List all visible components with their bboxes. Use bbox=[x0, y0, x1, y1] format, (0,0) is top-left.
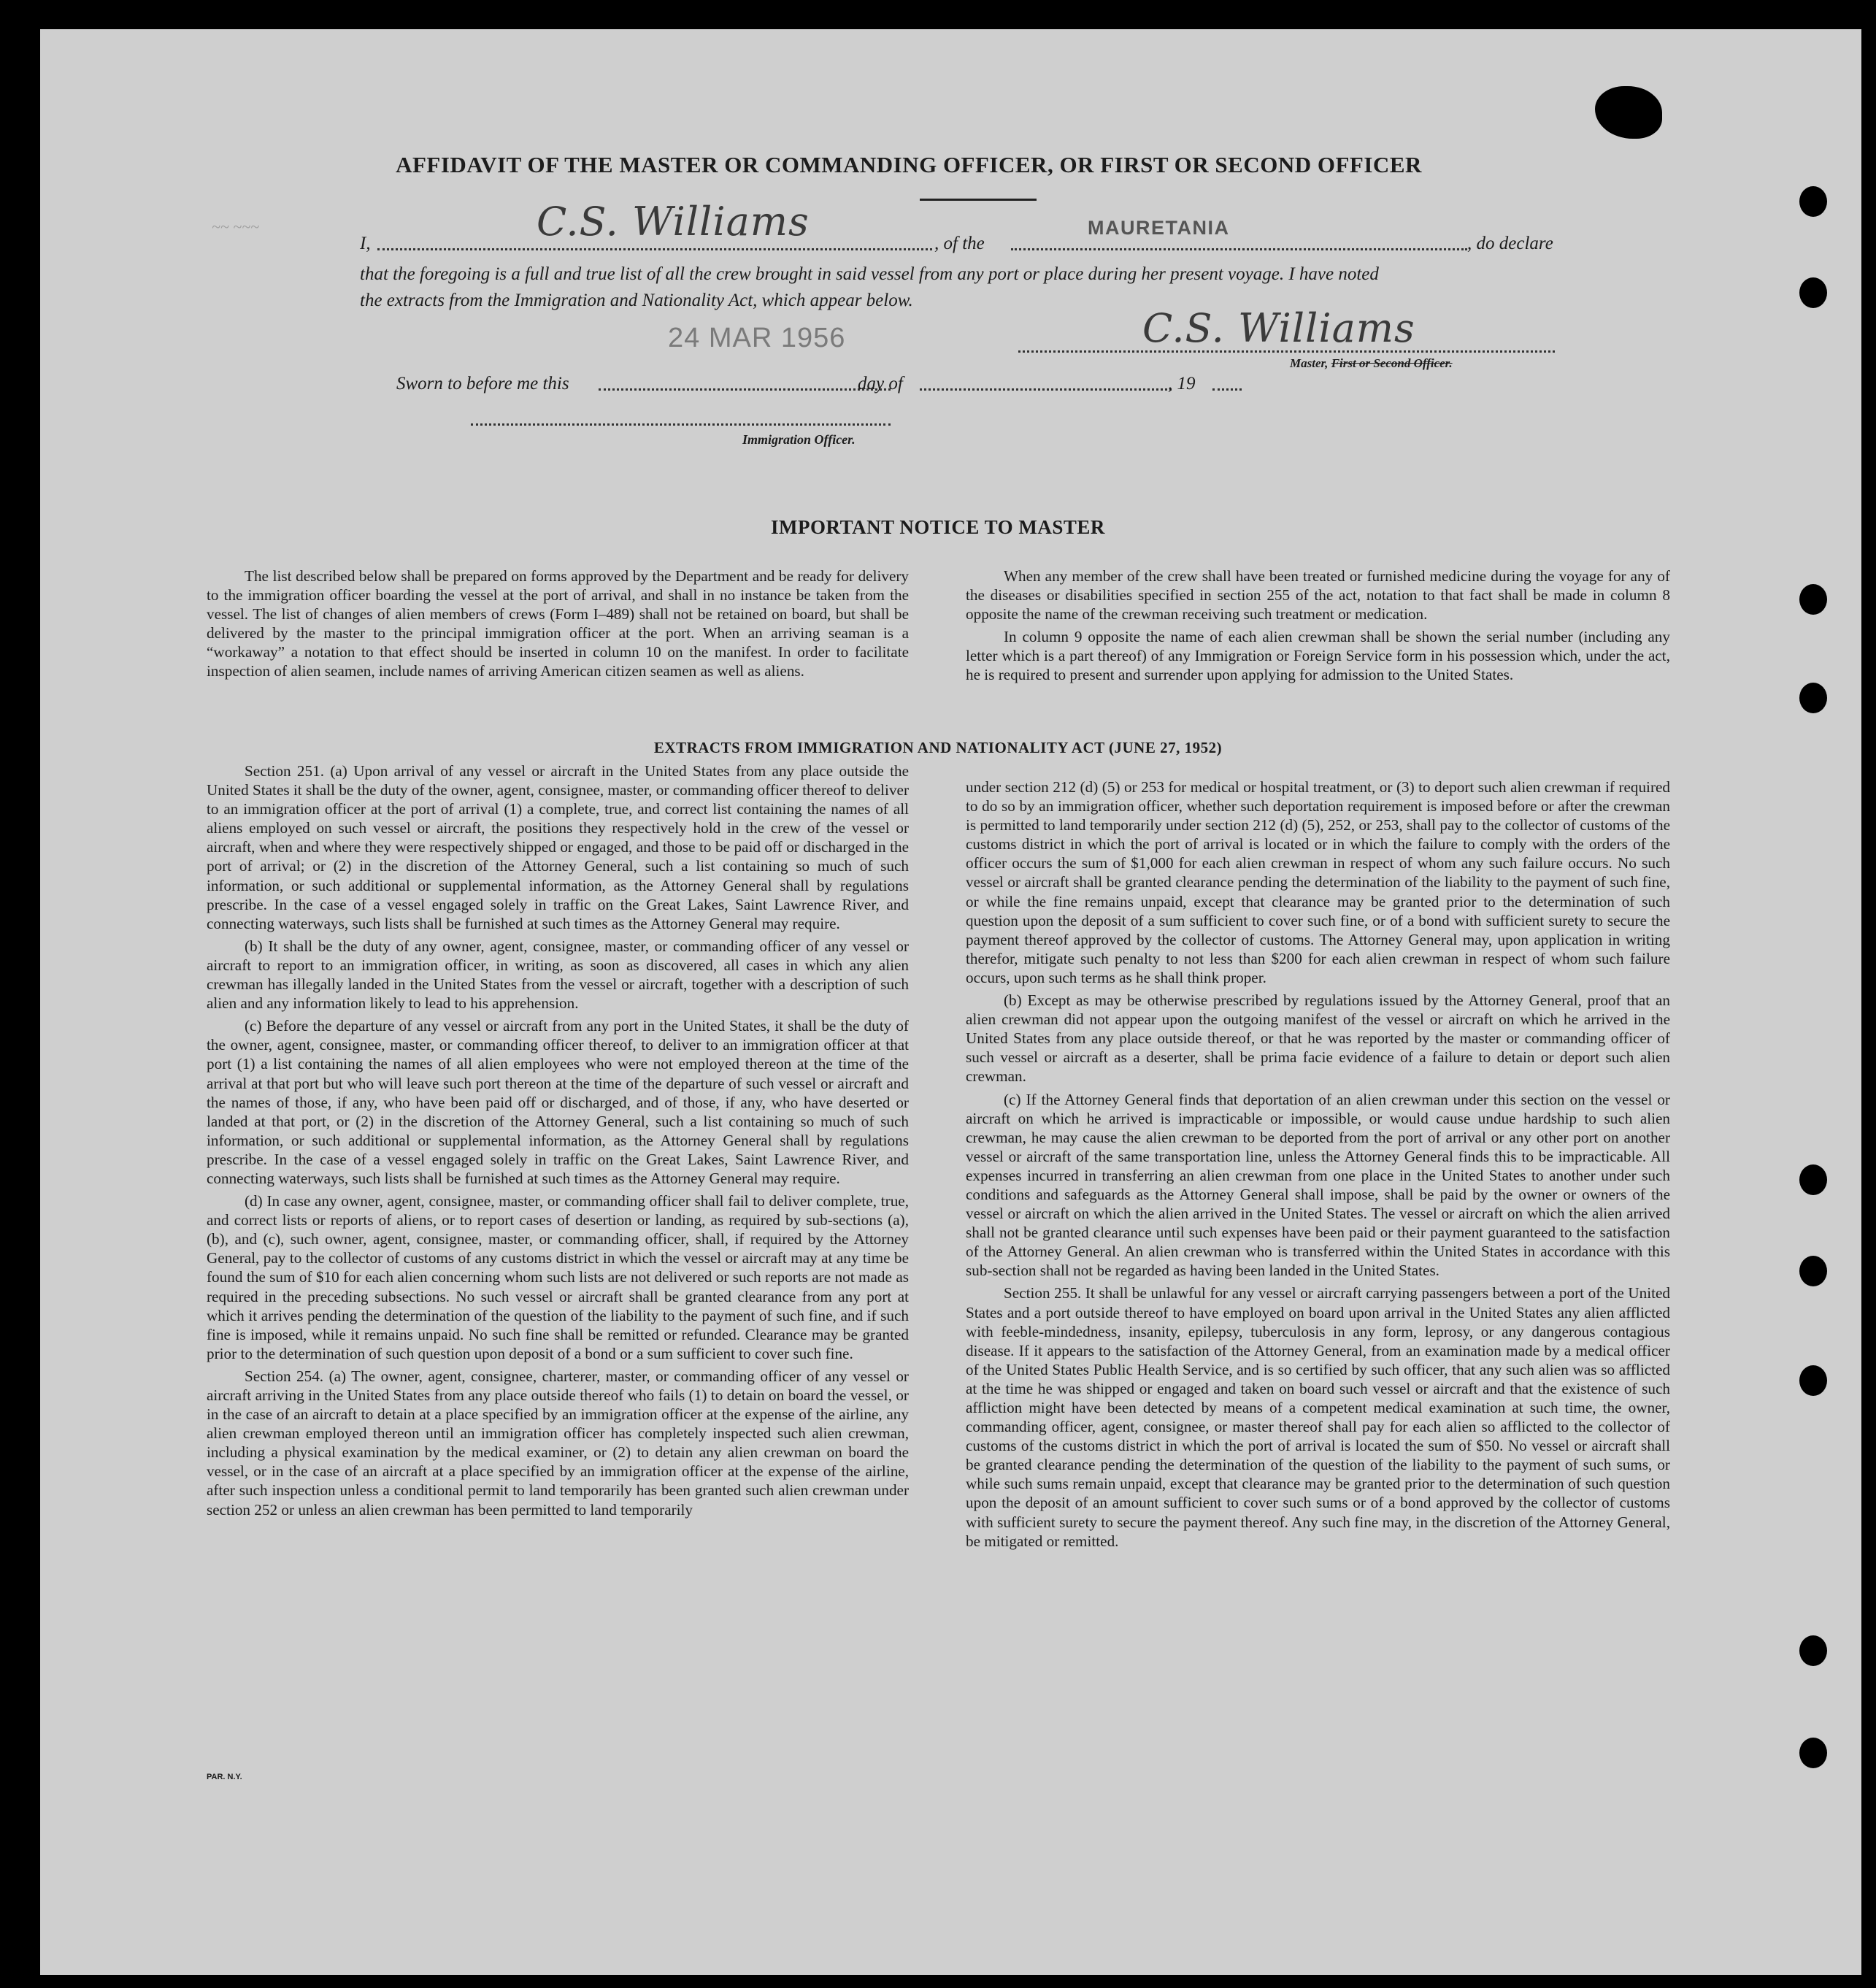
extract-section-255: Section 255. It shall be unlawful for any vessel or aircraft carrying passengers between a port of the United States and a port outside thereof to have employed on board upon arrival in the United States any alien afflicted with feeble-mindedness, insanity, epilepsy, tuberculosis in any form, leprosy, or any dangerous contagious disease. If it appears to the satisfaction of the Attorney General, from an examination made by a medical officer of the United States Public Health Service, and is so certified by such officer, that any such alien was so afflicted at the time he was shipped or engaged and taken on board such vessel or aircraft and that the existence of such affliction might have been detected by means of a competent medical examination at such time, the owner, commanding officer, agent, consignee, or master thereof shall pay for each alien so afflicted to the collector of customs of the customs district in which the port of arrival is located the sum of $50. No vessel or aircraft shall be granted clearance pending the determination of the question of the liability to the payment of such sums, or while such sums remain unpaid, except that clearance may be granted prior to the determination of such question upon the deposit of an amount sufficient to cover such sums or of a bond approved by the collector of customs with sufficient surety to secure the payment thereof. Any such fine may, in the discretion of the Attorney General, be mitigated or remitted. bbox=[966, 1284, 1670, 1550]
declaration-line-2: the extracts from the Immigration and Nationality Act, which appear below. bbox=[360, 291, 913, 310]
extract-section-251b: (b) It shall be the duty of any owner, agent, consignee, master, or commanding officer of any vessel or aircraft to report to an immigration officer, in writing, as soon as discovered, all cases in which any alien crewman has illegally landed in the United States from the vessel or aircraft, together with a description of such alien and any information likely to lead to his apprehension. bbox=[207, 937, 909, 1013]
printer-mark: PAR. N.Y. bbox=[207, 1773, 242, 1781]
notice-right-paragraph-1: When any member of the crew shall have been treated or furnished medicine during the voyage for any of the diseases or disabilities specified in section 255 of the act, notation to that fact shall be made in column 8 opposite the name of the crewman receiving such treatment or medication. bbox=[966, 567, 1670, 623]
declaration-line-1: that the foregoing is a full and true list of all the crew brought in said vessel from any port or place during her present voyage. I have noted bbox=[360, 264, 1379, 284]
notice-right-column bbox=[966, 567, 1670, 685]
master-signature: C.S. Williams bbox=[1142, 305, 1415, 351]
extracts-left-column bbox=[207, 761, 909, 1519]
vessel-line bbox=[1011, 248, 1467, 250]
vessel-name: MAURETANIA bbox=[1088, 217, 1230, 239]
struck-officer-label: First or Second Officer. bbox=[1331, 356, 1453, 370]
of-the-label: , of the bbox=[934, 234, 985, 253]
title-rule bbox=[920, 199, 1037, 201]
extracts-title: EXTRACTS FROM IMMIGRATION AND NATIONALITY ACT (JUNE 27, 1952) bbox=[653, 739, 1223, 756]
binder-hole-6 bbox=[1799, 1256, 1827, 1286]
binder-hole-9 bbox=[1799, 1738, 1827, 1768]
binder-hole-4 bbox=[1799, 683, 1827, 713]
extract-section-254c: (c) If the Attorney General finds that deportation of an alien crewman under this section on the vessel or aircraft on which he arrived is impracticable or impossible, or would cause undue hardship to such alien crewman, he may cause the alien crewman to be deported from the port of arrival or any other port on another vessel or aircraft of the same transportation line, unless the Attorney General finds this to be impracticable. All expenses incurred in transferring an alien crewman from one place in the United States to another under such conditions and safeguards as the Attorney General shall impose, shall be paid by the owner or owners of the vessel or aircraft on which the alien arrived in the United States. The vessel or aircraft on which the alien arrived shall not be granted clearance until such expenses have been paid or their payment guaranteed to the satisfaction of the Attorney General. An alien crewman who is transferred within the United States in accordance with this sub-section shall not be regarded as having been landed in the United States. bbox=[966, 1090, 1670, 1280]
sworn-label: Sworn to before me this bbox=[396, 374, 569, 394]
master-label bbox=[1290, 356, 1453, 371]
extract-section-254a: Section 254. (a) The owner, agent, consignee, charterer, master, or commanding officer of any vessel or aircraft arriving in the United States from any place outside thereof who fails (1) to detain on board the vessel, or in the case of an aircraft to detain at a place specified by an immigration officer at the expense of the airline, any alien crewman employed thereon until an immigration officer has completely inspected such alien crewman, including a physical examination by the medical examiner, or (2) to detain any alien crewman on board the vessel, or in the case of an aircraft at a place specified by an immigration officer at the expense of the airline, after such inspection unless a conditional permit to land temporarily has been granted such alien crewman under section 252 or unless an alien crewman has been permitted to land temporarily bbox=[207, 1367, 909, 1519]
master-label-text: Master, bbox=[1290, 356, 1329, 370]
master-signature-line bbox=[1018, 350, 1555, 353]
extract-section-254b: (b) Except as may be otherwise prescribed by regulations issued by the Attorney General, proof that an alien crewman did not appear upon the outgoing manifest of the vessel or aircraft on which he arrived in the United States from any place outside thereof, or that he was reported by the master or commanding officer of such vessel or aircraft as a deserter, shall be prima facie evidence of a failure to detain or deport such alien crewman. bbox=[966, 991, 1670, 1086]
date-stamp: 24 MAR 1956 bbox=[668, 323, 846, 353]
notice-left-column bbox=[207, 567, 909, 681]
i-label: I, bbox=[360, 234, 371, 253]
immigration-officer-label: Immigration Officer. bbox=[742, 432, 856, 447]
binder-hole-7 bbox=[1799, 1365, 1827, 1396]
immigration-officer-line bbox=[471, 423, 891, 426]
year-label: , 19 bbox=[1168, 374, 1196, 394]
notice-right-paragraph-2: In column 9 opposite the name of each alien crewman shall be shown the serial number (including any letter which is a part thereof) of any Immigration or Foreign Service form in his possession which, under the act, he is required to present and surrender upon applying for admission to the United States. bbox=[966, 628, 1670, 684]
extract-section-251c: (c) Before the departure of any vessel or aircraft from any port in the United States, it shall be the duty of the owner, agent, consignee, master, or commanding officer thereof, to deliver to an immigration officer at that port (1) a list containing the names of all alien employees who were not employed thereon at the time of the arrival at that port but who will leave such port thereon at the time of the departure of such vessel or aircraft and the names of those, if any, who have been paid off or discharged, and of those, if any, who have deserted or landed at that port, or (2) in the discretion of the Attorney General, such a list containing so much of such information, or such additional or supplemental information, as the Attorney General shall by regulations prescribe. In the case of a vessel engaged solely in traffic on the Great Lakes, Saint Lawrence River, and connecting waterways, such lists shall be furnished at such times as the Attorney General may require. bbox=[207, 1017, 909, 1187]
binder-hole-1 bbox=[1799, 186, 1827, 217]
sworn-date-line bbox=[599, 388, 891, 391]
month-line bbox=[920, 388, 1172, 391]
name-line bbox=[377, 248, 932, 250]
do-declare-label: , do declare bbox=[1467, 234, 1553, 253]
document-page bbox=[40, 29, 1861, 1975]
binder-hole-8 bbox=[1799, 1635, 1827, 1666]
binder-hole-5 bbox=[1799, 1164, 1827, 1195]
affidavit-title: AFFIDAVIT OF THE MASTER OR COMMANDING OFFICER, OR FIRST OR SECOND OFFICER bbox=[396, 152, 1422, 177]
extracts-right-column bbox=[966, 778, 1670, 1551]
notice-left-paragraph: The list described below shall be prepared on forms approved by the Department and be ready for delivery to the immigration officer boarding the vessel at the port of arrival, and shall in no instance be taken from the vessel. The list of changes of alien members of crews (Form I–489) shall not be retained on board, but shall be delivered by the master to the principal immigration officer at the port. When an arriving seaman is a “workaway” a notation to that effect should be inserted in column 10 on the manifest. In order to facilitate inspection of alien seamen, include names of arriving American citizen seamen as well as aliens. bbox=[207, 567, 909, 680]
extract-section-254a-continued: under section 212 (d) (5) or 253 for medical or hospital treatment, or (3) to deport such alien crewman if required to do so by an immigration officer, whether such deportation requirement is imposed before or after the crewman is permitted to land temporarily under section 212 (d) (5), 252, or 253, shall pay to the collector of customs of the customs district in which the port of arrival is located or in which the failure to comply with the orders of the officer occurs the sum of $1,000 for each alien crewman in respect of whom any such failure occurs. No such vessel or aircraft shall be granted clearance pending the determination of the liability to the payment of such fine, or while the fine remains unpaid, except that clearance may be granted prior to the determination of such question upon the deposit of a sum sufficient to cover such fine, or of a bond with sufficient surety to secure the payment thereof approved by the collector of customs. The Attorney General may, upon application in writing therefor, mitigate such penalty to not less than $200 for each alien crewman in respect of whom such failure occurs, upon such terms as he shall think proper. bbox=[966, 778, 1670, 986]
notice-title: IMPORTANT NOTICE TO MASTER bbox=[771, 516, 1105, 538]
ink-blot bbox=[1595, 86, 1662, 139]
extract-section-251d: (d) In case any owner, agent, consignee, master, or commanding officer shall fail to deliver complete, true, and correct lists or reports of aliens, or to report cases of desertion or landing, as required by sub-sections (a), (b), and (c), such owner, agent, consignee, master, or commanding officer, shall, if required by the Attorney General, pay to the collector of customs of any customs district in which the vessel or aircraft may at any time be found the sum of $10 for each alien concerning whom such lists are not delivered or such reports are not made as required in the preceding subsections. No such vessel or aircraft shall be granted clearance from any port at which it arrives pending the determination of the question of the liability to the payment of such fine, and if such fine is imposed, while it remains unpaid. No such fine shall be remitted or refunded. Clearance may be granted prior to the determination of such question upon deposit of a bond or a sum sufficient to cover such fine. bbox=[207, 1192, 909, 1362]
extract-section-251a: Section 251. (a) Upon arrival of any vessel or aircraft in the United States from any place outside the United States it shall be the duty of the owner, agent, consignee, master, or commanding officer thereof to deliver to an immigration officer at the port of arrival (1) a complete, true, and correct list containing the names of all aliens employed on such vessel or aircraft, the positions they respectively hold in the crew of the vessel or aircraft, when and where they were respectively shipped or engaged, and those to be paid off or discharged in the port of arrival; or (2) in the discretion of the Attorney General, such a list containing so much of such information, or such additional or supplemental information, as the Attorney General shall by regulations prescribe. In the case of a vessel engaged solely in traffic on the Great Lakes, Saint Lawrence River, and connecting waterways, such lists shall be furnished at such times as the Attorney General may require. bbox=[207, 762, 909, 932]
declarant-signature: C.S. Williams bbox=[537, 199, 810, 245]
binder-hole-3 bbox=[1799, 584, 1827, 615]
binder-hole-2 bbox=[1799, 277, 1827, 308]
bleed-through-mark: ~~ ~~~ bbox=[212, 218, 260, 236]
day-of-label: day of bbox=[858, 374, 903, 394]
year-line bbox=[1212, 388, 1242, 391]
